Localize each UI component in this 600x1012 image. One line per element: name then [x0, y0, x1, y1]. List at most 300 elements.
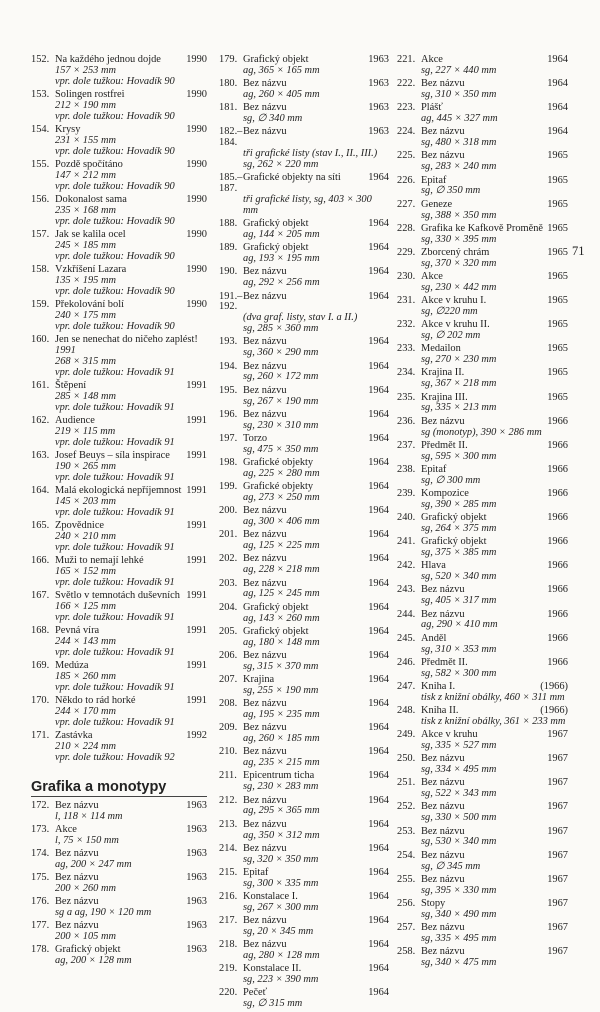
entry-number: 237.: [397, 439, 416, 451]
entry-number: 245.: [397, 632, 416, 644]
catalog-entry: [219, 675, 389, 697]
entry-title: Akce: [421, 270, 443, 282]
entry-detail: 145 × 203 mm: [55, 496, 116, 507]
entry-title: Kompozice: [421, 487, 469, 499]
entry-title: Bez názvu: [55, 920, 99, 932]
entry-title: Krajina: [243, 673, 275, 685]
entry-detail: vpr. dole tužkou: Hovadík 90: [55, 110, 175, 122]
entry-year: 1963: [368, 54, 389, 65]
entry-title: Dokonalost sama: [55, 194, 127, 206]
entry-year: 1963: [186, 920, 207, 932]
catalog-entry: [31, 801, 207, 823]
entry-detail: sg, 340 × 475 mm: [421, 956, 497, 968]
catalog-entry: [397, 320, 568, 342]
entry-title: Zpovědnice: [55, 520, 105, 532]
catalog-entry: [31, 125, 207, 158]
catalog-entry: [397, 296, 568, 318]
entry-detail: sg, 264 × 375 mm: [421, 522, 497, 534]
entry-number: 252.: [397, 801, 416, 813]
entry-detail: ag, 228 × 218 mm: [243, 564, 320, 576]
entry-title: Bez názvu: [243, 698, 287, 710]
entry-number: 162.: [31, 415, 50, 427]
entry-heading-line: [397, 417, 568, 428]
entry-title: Předmět II.: [421, 439, 468, 451]
entry-detail: sg, 262 × 220 mm: [243, 159, 319, 171]
entry-title: Bez názvu: [421, 946, 465, 958]
entry-title: Krajina III.: [421, 391, 468, 403]
entry-title: Předmět II.: [421, 656, 468, 668]
catalog-entry: [31, 335, 207, 379]
entry-title: Bez názvu: [421, 873, 465, 885]
entry-list-3: [397, 55, 568, 969]
entry-detail: sg, 267 × 190 mm: [243, 395, 319, 407]
entry-year: 1965: [547, 198, 568, 210]
column-1: [31, 55, 207, 970]
entry-detail: sg, 310 × 350 mm: [421, 89, 497, 101]
entry-heading-line: [31, 945, 207, 956]
entry-number: 258.: [397, 946, 416, 958]
entry-detail: ag, 260 × 185 mm: [243, 733, 320, 745]
entry-detail: sg, 390 × 285 mm: [421, 498, 497, 510]
entry-year: 1965: [547, 246, 568, 258]
entry-year: 1963: [186, 872, 207, 884]
entry-title: Bez názvu: [421, 415, 465, 427]
catalog-entry: [31, 945, 207, 967]
catalog-entry: [31, 556, 207, 589]
catalog-entry: [31, 825, 207, 847]
entry-title: Hlava: [421, 560, 446, 572]
entry-detail: sg, ∅ 340 mm: [243, 113, 303, 125]
catalog-entry: [219, 603, 389, 625]
entry-number: 211.: [219, 770, 237, 782]
entry-year: 1965: [547, 222, 568, 234]
entry-number: 220.: [219, 987, 238, 999]
column-3: [397, 55, 568, 971]
entry-year: 1964: [368, 553, 389, 565]
entry-title: Bez názvu: [243, 794, 287, 806]
entry-detail: 135 × 195 mm: [55, 275, 116, 286]
entry-title: Zborcený chrám: [421, 246, 490, 258]
entry-year: 1963: [186, 799, 207, 811]
catalog-entry: [219, 579, 389, 601]
entry-title: Grafický objekt: [421, 512, 487, 524]
entry-detail: vpr. dole tužkou: Hovadík 91: [55, 506, 175, 518]
entry-number: 160.: [31, 334, 50, 346]
entry-number: 225.: [397, 150, 416, 162]
entry-detail: 165 × 152 mm: [55, 566, 116, 578]
entry-title: Bez názvu: [243, 649, 287, 661]
entry-number: 218.: [219, 939, 238, 951]
entry-detail: 240 × 210 mm: [55, 531, 116, 543]
entry-title: Grafické objekty: [243, 481, 314, 493]
entry-detail: sg, 310 × 353 mm: [421, 643, 497, 655]
entry-detail: sg, 522 × 343 mm: [421, 788, 497, 800]
entry-year: 1965: [547, 270, 568, 282]
entry-year: 1966: [547, 632, 568, 644]
entry-number: 189.: [219, 242, 238, 254]
entry-detail: ag, 200 × 247 mm: [55, 858, 132, 870]
entry-detail: sg, 223 × 390 mm: [243, 974, 319, 986]
catalog-entry: [31, 230, 207, 263]
entry-year: 1967: [547, 897, 568, 909]
entry-year: 1964: [368, 770, 389, 782]
catalog-entry: [31, 731, 207, 764]
catalog-entry: [219, 173, 389, 217]
entry-detail: ag, 193 × 195 mm: [243, 253, 320, 265]
entry-number: 254.: [397, 849, 416, 861]
entry-heading-line: [219, 892, 389, 903]
entry-title: Grafické objekty: [243, 456, 314, 468]
entry-title: Na každého jednou dojde: [55, 54, 161, 65]
entry-year: 1966: [547, 536, 568, 548]
entry-detail: 219 × 115 mm: [55, 425, 116, 437]
entry-title: Bez názvu: [243, 126, 287, 138]
entry-number: 203.: [219, 577, 238, 589]
entry-detail: ag, 180 × 148 mm: [243, 636, 320, 648]
entry-year: 1966: [547, 487, 568, 499]
catalog-entry: [31, 55, 207, 88]
entry-year: 1964: [368, 432, 389, 444]
catalog-entry: [397, 127, 568, 149]
entry-title: Bez názvu: [421, 150, 465, 162]
entry-year: 1963: [186, 944, 207, 956]
entry-detail: 1991: [55, 345, 76, 357]
catalog-entry: [219, 506, 389, 528]
entry-year: 1965: [547, 343, 568, 355]
catalog-entry: [219, 267, 389, 289]
entry-detail: vpr. dole tužkou: Hovadík 90: [55, 215, 175, 227]
entry-title: Bez názvu: [421, 78, 465, 90]
entry-title: Akce: [421, 54, 443, 65]
entry-number: 227.: [397, 198, 416, 210]
catalog-entry: [397, 151, 568, 173]
entry-detail: ag, 200 × 128 mm: [55, 955, 132, 967]
entry-title: Bez názvu: [243, 266, 287, 278]
entry-number: 197.: [219, 432, 238, 444]
entry-year: 1991: [186, 520, 207, 532]
catalog-entry: [397, 585, 568, 607]
entry-heading-line: [219, 820, 389, 831]
entry-year: 1963: [186, 823, 207, 835]
entry-title: Akce v kruhu II.: [421, 319, 490, 331]
entry-title: Epitaf: [243, 866, 269, 878]
entry-detail: l, 118 × 114 mm: [55, 810, 123, 822]
entry-year: 1966: [547, 656, 568, 668]
entry-detail: ag, 125 × 245 mm: [243, 588, 320, 600]
entry-title: Grafický objekt: [243, 54, 309, 65]
entry-title: Geneze: [421, 198, 453, 210]
entry-detail: ag, 445 × 327 mm: [421, 113, 498, 125]
entry-title: Bez názvu: [421, 753, 465, 765]
entry-number: 174.: [31, 848, 50, 860]
catalog-entry: [219, 55, 389, 77]
entry-title: Někdo to rád horké: [55, 695, 136, 707]
entry-number: 171.: [31, 730, 50, 742]
entry-year: 1964: [368, 456, 389, 468]
catalog-entry: [397, 899, 568, 921]
entry-year: 1964: [368, 408, 389, 420]
entry-year: 1990: [186, 54, 207, 65]
entry-year: 1967: [547, 801, 568, 813]
entry-year: 1963: [186, 896, 207, 908]
entry-number: 208.: [219, 698, 238, 710]
entry-year: 1964: [547, 78, 568, 90]
entry-detail: sg, ∅220 mm: [421, 306, 478, 317]
entry-title: Štěpení: [55, 380, 87, 392]
entry-title: Akce: [55, 823, 77, 835]
catalog-entry: [219, 386, 389, 408]
entry-title: Bez názvu: [421, 801, 465, 813]
catalog-entry: [31, 160, 207, 193]
entry-detail: vpr. dole tužkou: Hovadík 90: [55, 75, 175, 87]
entry-detail: sg (monotyp), 390 × 286 mm: [421, 426, 542, 438]
catalog-entry: [219, 964, 389, 986]
entry-heading-line: [219, 127, 389, 149]
entry-title: Bez názvu: [243, 939, 287, 951]
entry-number: 257.: [397, 921, 416, 933]
entry-detail: vpr. dole tužkou: Hovadík 90: [55, 145, 175, 157]
page-number: 71: [572, 244, 585, 258]
catalog-entry: [219, 482, 389, 504]
catalog-entry: [31, 381, 207, 414]
entry-detail: vpr. dole tužkou: Hovadík 91: [55, 717, 175, 728]
catalog-entry: [397, 827, 568, 849]
entry-number: 177.: [31, 920, 50, 932]
entry-title: Bez názvu: [55, 799, 99, 811]
entry-detail: sg, 595 × 300 mm: [421, 450, 497, 462]
entry-detail: (dva graf. listy, stav I. a II.): [243, 312, 358, 324]
entry-year: 1967: [547, 873, 568, 885]
entry-title: Světlo v temnotách duševních: [55, 590, 180, 602]
entry-detail: sg, 260 × 172 mm: [243, 371, 319, 383]
entry-detail: 231 × 155 mm: [55, 134, 116, 146]
entry-heading-line: [219, 173, 389, 195]
entry-number: 199.: [219, 481, 238, 493]
catalog-entry: [397, 561, 568, 583]
entry-detail: l, 75 × 150 mm: [55, 834, 119, 846]
entry-year: 1964: [368, 818, 389, 830]
entry-number: 213.: [219, 818, 238, 830]
entry-detail: sg, 320 × 350 mm: [243, 853, 319, 865]
entry-detail: 235 × 168 mm: [55, 204, 116, 216]
catalog-entry: [397, 778, 568, 800]
entry-year: 1964: [368, 577, 389, 589]
catalog-entry: [31, 300, 207, 333]
entry-detail: 244 × 170 mm: [55, 706, 116, 718]
entry-number: 166.: [31, 555, 50, 567]
entry-year: 1991: [186, 485, 207, 497]
catalog-entry: [219, 796, 389, 818]
entry-title: Kniha I.: [421, 680, 456, 692]
catalog-entry: [397, 393, 568, 415]
entry-detail: ag, 295 × 365 mm: [243, 805, 320, 817]
entry-heading-line: [219, 916, 389, 927]
entry-detail: sg, ∅ 202 mm: [421, 330, 481, 342]
entry-number: 223.: [397, 102, 416, 114]
catalog-entry: [219, 530, 389, 552]
catalog-entry: [219, 892, 389, 914]
entry-detail: sg, 285 × 360 mm: [243, 323, 319, 335]
catalog-entry: [219, 820, 389, 842]
entry-title: Krajina II.: [421, 367, 465, 379]
entry-number: 195.: [219, 384, 238, 396]
entry-number: 248.: [397, 704, 416, 716]
entry-year: 1991: [186, 555, 207, 567]
entry-title: Bez názvu: [243, 408, 287, 420]
entry-number: 159.: [31, 299, 50, 311]
catalog-entry: [397, 923, 568, 945]
entry-number: 170.: [31, 695, 50, 707]
entry-detail: ag, 225 × 280 mm: [243, 467, 320, 479]
entry-detail: 245 × 185 mm: [55, 239, 116, 251]
entry-detail: 200 × 105 mm: [55, 931, 116, 943]
catalog-entry: [219, 747, 389, 769]
entry-detail: sg, 270 × 230 mm: [421, 354, 497, 366]
entry-number: 242.: [397, 560, 416, 572]
entry-number: 205.: [219, 625, 238, 637]
entry-detail: sg, 480 × 318 mm: [421, 137, 497, 149]
entry-detail: 212 × 190 mm: [55, 99, 116, 111]
entry-heading-line: [219, 964, 389, 975]
entry-detail: ag, 290 × 410 mm: [421, 619, 498, 631]
entry-number: 221.: [397, 54, 416, 65]
entry-title: Grafický objekt: [243, 242, 309, 254]
entry-number: 194.: [219, 360, 238, 372]
catalog-entry: [397, 224, 568, 246]
entry-detail: 185 × 260 mm: [55, 671, 116, 683]
entry-detail: ag, 125 × 225 mm: [243, 540, 320, 552]
entry-heading-line: [397, 658, 568, 669]
entry-number: 222.: [397, 78, 416, 90]
entry-title: Bez názvu: [243, 505, 287, 517]
entry-year: 1964: [368, 290, 389, 302]
catalog-entry: [397, 730, 568, 752]
catalog-entry: [397, 248, 568, 270]
entry-detail: sg, 230 × 310 mm: [243, 419, 319, 431]
entry-detail: sg, 375 × 385 mm: [421, 547, 497, 559]
entry-heading-line: [219, 603, 389, 614]
entry-detail: tisk z knižní obálky, 361 × 233 mm: [421, 715, 566, 727]
entry-detail: ag, 280 × 128 mm: [243, 950, 320, 962]
entry-year: 1964: [368, 987, 389, 999]
entry-detail: sg, ∅ 345 mm: [421, 860, 481, 872]
entry-detail: sg, 340 × 490 mm: [421, 908, 497, 920]
catalog-entry: [397, 272, 568, 294]
entry-title: Bez názvu: [243, 102, 287, 114]
entry-heading-line: [219, 627, 389, 638]
entry-year: 1964: [368, 673, 389, 685]
entry-year: 1991: [186, 415, 207, 427]
entry-title: Bez názvu: [243, 577, 287, 589]
catalog-entry: [219, 243, 389, 265]
entry-detail: ag, 292 × 256 mm: [243, 277, 320, 289]
entry-detail: 157 × 253 mm: [55, 64, 116, 76]
entry-year: 1964: [368, 939, 389, 951]
entry-year: 1990: [186, 299, 207, 311]
entry-detail: sg, 20 × 345 mm: [243, 925, 314, 937]
catalog-entry: [219, 988, 389, 1010]
entry-year: 1990: [186, 229, 207, 241]
entry-number: 157.: [31, 229, 50, 241]
entry-year: 1966: [547, 584, 568, 596]
entry-title: Krysy: [55, 124, 81, 136]
entry-detail: tři grafické listy, sg, 403 × 300 mm: [243, 194, 372, 216]
entry-heading-line: [397, 947, 568, 958]
entry-detail: 200 × 260 mm: [55, 883, 116, 895]
entry-number: 201.: [219, 529, 238, 541]
catalog-entry: [219, 868, 389, 890]
entry-number: 214.: [219, 842, 238, 854]
entry-number: 168.: [31, 625, 50, 637]
catalog-entry: [397, 875, 568, 897]
catalog-entry: [397, 947, 568, 969]
entry-title: Pozdě spočítáno: [55, 159, 123, 171]
catalog-entry: [219, 916, 389, 938]
entry-detail: sg, 230 × 442 mm: [421, 281, 497, 293]
entry-detail: ag, 365 × 165 mm: [243, 64, 320, 76]
entry-title: Zastávka: [55, 730, 93, 742]
entry-year: 1991: [186, 590, 207, 602]
catalog-entry: [31, 451, 207, 484]
entry-year: 1963: [368, 78, 389, 90]
catalog-entry: [397, 610, 568, 632]
entry-title: Vzkříšení Lazara: [55, 264, 127, 276]
entry-detail: sg, 335 × 495 mm: [421, 932, 497, 944]
entry-detail: ag, 260 × 405 mm: [243, 89, 320, 101]
entry-number: 217.: [219, 915, 238, 927]
entry-year: 1964: [547, 126, 568, 138]
entry-number: 204.: [219, 601, 238, 613]
catalog-entry: [31, 521, 207, 554]
catalog-entry: [397, 79, 568, 101]
entry-year: 1992: [186, 730, 207, 742]
entry-number: 163.: [31, 450, 50, 462]
entry-number: 193.: [219, 336, 238, 348]
catalog-entry: [31, 486, 207, 519]
entry-number: 250.: [397, 753, 416, 765]
entry-title: Bez názvu: [55, 848, 99, 860]
catalog-entry: [397, 634, 568, 656]
entry-detail: sg, 255 × 190 mm: [243, 684, 319, 696]
entry-detail: sg, 367 × 218 mm: [421, 378, 497, 390]
entry-year: 1966: [547, 608, 568, 620]
entry-year: 1964: [547, 54, 568, 65]
entry-detail: tři grafické listy (stav I., II., III.): [243, 148, 378, 160]
catalog-entry: [31, 873, 207, 895]
catalog-entry: [219, 651, 389, 673]
entry-title: Malá ekologická nepříjemnost: [55, 485, 182, 497]
entry-detail: tisk z knižní obálky, 460 × 311 mm: [421, 691, 565, 703]
entry-detail: sg, 335 × 213 mm: [421, 402, 497, 414]
entry-title: Bez názvu: [243, 746, 287, 758]
entry-year: 1963: [368, 126, 389, 138]
entry-detail: 240 × 175 mm: [55, 310, 116, 322]
catalog-entry: [397, 513, 568, 535]
catalog-entry: [219, 292, 389, 336]
entry-detail: vpr. dole tužkou: Hovadík 91: [55, 576, 175, 588]
entry-detail: vpr. dole tužkou: Hovadík 91: [55, 366, 175, 378]
entry-heading-line: [219, 386, 389, 397]
entry-detail: vpr. dole tužkou: Hovadík 90: [55, 180, 175, 192]
entry-detail: vpr. dole tužkou: Hovadík 91: [55, 436, 175, 448]
catalog-entry: [397, 658, 568, 680]
entry-year: 1964: [368, 866, 389, 878]
entry-detail: vpr. dole tužkou: Hovadík 92: [55, 752, 175, 764]
entry-year: 1990: [186, 124, 207, 136]
entry-title: Medailon: [421, 343, 461, 355]
catalog-entry: [219, 627, 389, 649]
entry-title: Bez názvu: [421, 126, 465, 138]
